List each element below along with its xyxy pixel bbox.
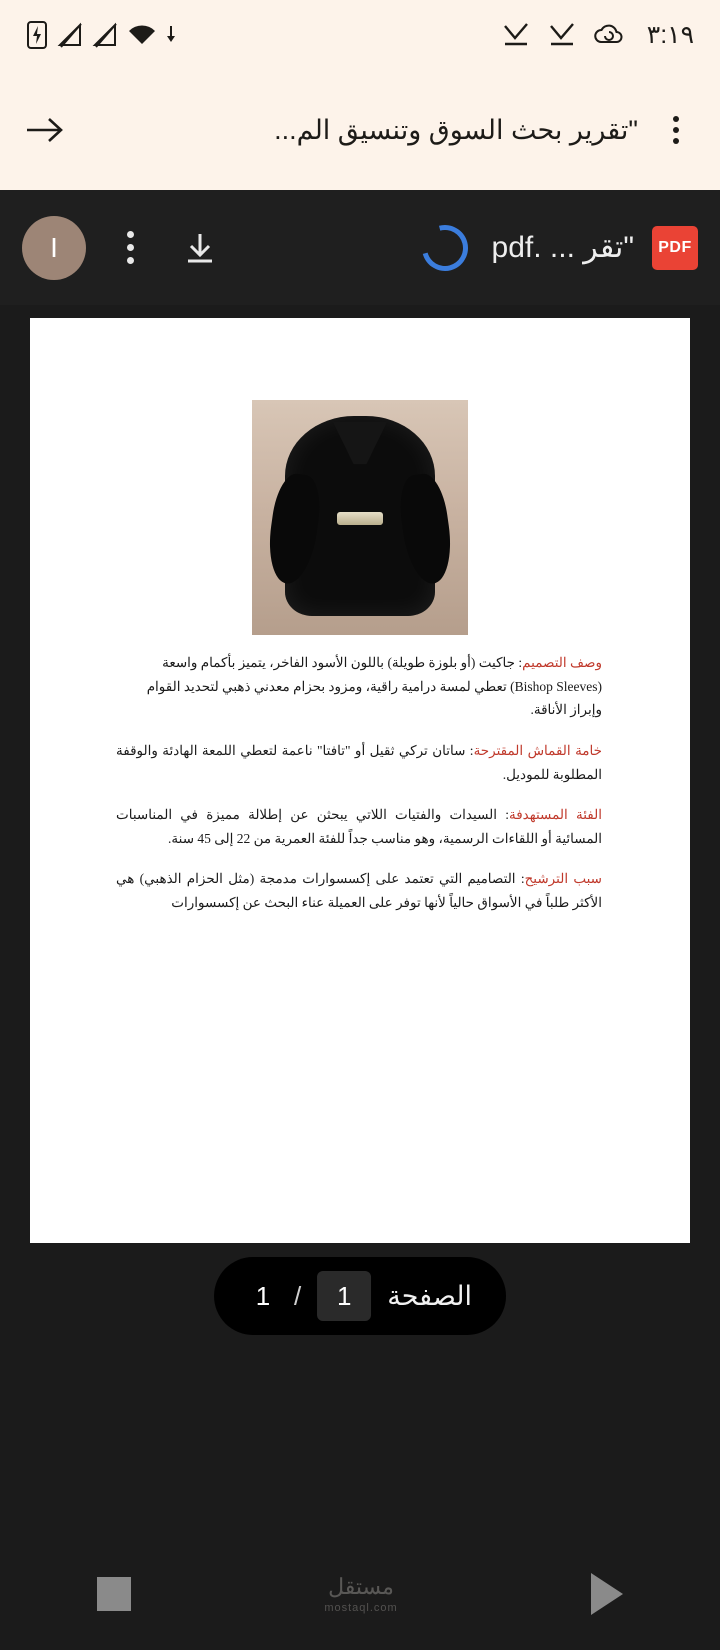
back-arrow-icon[interactable] [18, 103, 72, 157]
jacket-body [285, 416, 435, 616]
paragraph-label: سبب الترشيح [524, 871, 602, 887]
avatar[interactable]: I [22, 216, 86, 280]
jacket-photo [252, 400, 468, 635]
back-triangle-icon[interactable] [591, 1573, 623, 1615]
paragraph-label: خامة القماش المقترحة [473, 742, 602, 758]
signal-off-icon [92, 21, 118, 49]
pdf-file-type-icon: PDF [652, 226, 698, 270]
status-bar-left-icons [26, 20, 180, 50]
paragraph-design-description [116, 651, 602, 722]
download-done-icon [547, 22, 577, 48]
battery-icon [26, 20, 48, 50]
paragraph-text: : ساتان تركي ثقيل أو "تافتا" ناعمة لتعطي اللمعة الهادئة والوقفة المطلوبة للموديل. [116, 742, 602, 782]
signal-off-icon [57, 21, 83, 49]
status-bar [0, 0, 720, 70]
document-text [30, 635, 690, 915]
data-transfer-icon [166, 22, 180, 48]
loading-spinner-icon [413, 216, 476, 279]
app-bar-overflow-button[interactable] [654, 103, 698, 157]
watermark-main-text: مستقل [328, 1574, 394, 1599]
paragraph-text: : السيدات والفتيات اللاتي يبحثن عن إطلالة مميزة في المناسبات المسائية أو اللقاءات الرسمية، وهو مناسب جداً للفئة العمرية من 22 إلى 45 سنة. [116, 807, 602, 846]
paragraph-reason [116, 867, 602, 914]
viewer-overflow-button[interactable] [104, 222, 156, 274]
paragraph-label: الفئة المستهدفة [508, 807, 603, 823]
viewer-toolbar [0, 190, 720, 305]
system-navigation-bar [0, 1538, 720, 1650]
jacket-collar [333, 422, 387, 476]
page-title: "تقرير بحث السوق وتنسيق الم... [274, 114, 638, 145]
paragraph-fabric [116, 739, 602, 786]
paragraph-label: وصف التصميم [522, 655, 602, 670]
wifi-icon [127, 22, 157, 48]
page-total: 1 [255, 1280, 271, 1311]
paragraph-text: : التصاميم التي تعتمد على إكسسوارات مدمجة (مثل الحزام الذهبي) هي الأكثر طلباً في الأسواق حالياً لأنها توفر على العميلة عناء البحث عن إكسسوارات [116, 871, 602, 910]
paragraph-target-audience [116, 803, 602, 850]
jacket-gold-buckle [337, 512, 383, 525]
cloud-sync-icon [593, 22, 625, 48]
watermark-sub-text: mostaql.com [324, 1602, 398, 1614]
file-name-label: "تقر ... .pdf [491, 231, 634, 264]
download-icon[interactable] [174, 222, 226, 274]
app-bar [0, 70, 720, 190]
document-viewport[interactable] [0, 305, 720, 1370]
status-time: ٣:١٩ [646, 21, 694, 49]
page-indicator[interactable] [214, 1257, 506, 1335]
page-separator: / [294, 1280, 302, 1311]
page-number-input[interactable]: 1 [317, 1271, 371, 1321]
watermark [324, 1574, 397, 1614]
document-page [30, 318, 690, 1243]
page-indicator-label: الصفحة [387, 1280, 472, 1311]
status-bar-right-icons [501, 20, 694, 50]
download-done-icon [501, 22, 531, 48]
recents-square-icon[interactable] [97, 1577, 131, 1611]
paragraph-text: : جاكيت (أو بلوزة طويلة) باللون الأسود الفاخر، يتميز بأكمام واسعة (Bishop Sleeves) تعطي لمسة درامية راقية، ومزود بحزام معدني ذهبي لتحديد القوام وإبراز الأناقة. [146, 655, 602, 718]
